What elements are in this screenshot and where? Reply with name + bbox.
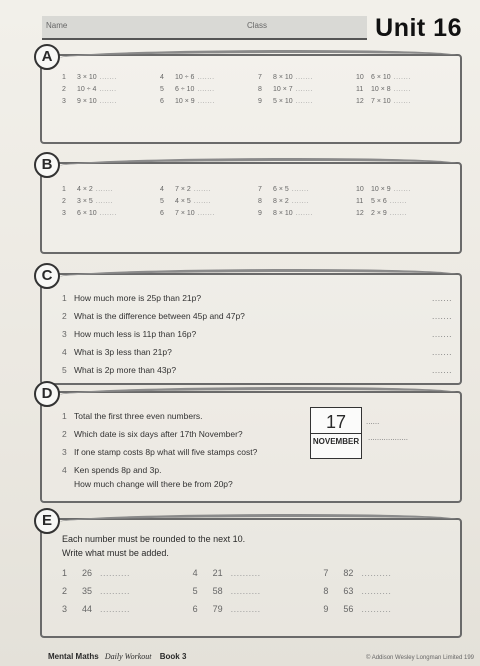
calendar-day: 17	[325, 412, 347, 432]
answer-dots: .......	[291, 186, 309, 193]
answer-dots: .......	[295, 86, 313, 93]
question-expression: 6 × 10	[371, 74, 391, 81]
answer-line-d1: ......	[366, 417, 380, 426]
question-text	[62, 447, 257, 457]
round-value: 44	[82, 604, 93, 614]
question-expression: 4 × 5	[175, 198, 191, 205]
question-expression: 10 ÷ 4	[77, 86, 97, 93]
answer-dots: .......	[99, 86, 117, 93]
round-item	[193, 586, 324, 596]
question-row	[62, 293, 452, 303]
question-number: 1	[62, 186, 66, 193]
question-number: 2	[62, 86, 66, 93]
answer-dots: .......	[393, 186, 411, 193]
question-row	[62, 347, 452, 357]
question-cell	[356, 74, 454, 81]
section-b-wave	[60, 158, 456, 171]
question-body: Total the first three even numbers.	[74, 411, 203, 421]
question-cell	[160, 186, 258, 193]
question-row	[62, 411, 260, 421]
answer-dots: .......	[99, 210, 117, 217]
answer-dots: .......	[193, 198, 211, 205]
question-body: What is the difference between 45p and 47p?	[74, 311, 245, 321]
question-number: 7	[323, 568, 329, 578]
answer-dots: .......	[393, 98, 411, 105]
question-expression: 6 ÷ 10	[175, 86, 195, 93]
question-cell	[356, 210, 454, 217]
round-item	[62, 604, 193, 614]
question-number: 3	[62, 98, 66, 105]
question-row	[62, 329, 452, 339]
question-cell	[62, 210, 160, 217]
question-number: 4	[160, 186, 164, 193]
question-cell	[356, 98, 454, 105]
question-number: 11	[356, 86, 364, 93]
answer-line: .......	[431, 347, 452, 357]
section-e	[40, 512, 462, 638]
question-expression: 8 × 10	[273, 74, 293, 81]
question-number: 9	[323, 604, 329, 614]
question-number: 4	[62, 465, 67, 475]
question-number: 12	[356, 210, 364, 217]
question-body: Which date is six days after 17th November?	[74, 429, 243, 439]
question-number: 7	[258, 186, 262, 193]
answer-dots: .......	[95, 186, 113, 193]
calendar-month: NOVEMBER	[311, 433, 361, 446]
question-expression: 10 × 8	[371, 86, 391, 93]
section-d-badge: D	[34, 381, 60, 407]
question-body: If one stamp costs 8p what will five stamps cost?	[74, 447, 258, 457]
question-text	[62, 329, 196, 339]
question-number: 6	[160, 210, 164, 217]
question-body: What is 3p less than 21p?	[74, 347, 172, 357]
round-item	[323, 586, 454, 596]
question-number: 1	[62, 568, 68, 578]
answer-dots: .......	[193, 186, 211, 193]
section-e-instruction-1: Each number must be rounded to the next 10.	[62, 534, 246, 544]
question-number: 1	[62, 74, 66, 81]
round-item	[62, 586, 193, 596]
answer-dots: ..........	[100, 586, 131, 596]
question-cell	[258, 198, 356, 205]
question-text	[62, 429, 243, 439]
question-number: 6	[160, 98, 164, 105]
section-a-badge: A	[34, 44, 60, 70]
answer-dots: .......	[197, 74, 215, 81]
question-cell	[160, 98, 258, 105]
question-expression: 8 × 2	[273, 198, 289, 205]
question-cell	[62, 198, 160, 205]
section-a-grid	[62, 74, 454, 105]
round-item	[62, 568, 193, 578]
question-text	[62, 311, 245, 321]
answer-line-d2: ..................	[368, 433, 409, 442]
calendar-page	[310, 407, 362, 459]
question-number: 3	[62, 210, 66, 217]
question-number: 4	[192, 568, 198, 578]
question-cell	[160, 74, 258, 81]
question-number: 12	[356, 98, 364, 105]
section-b	[40, 156, 462, 254]
question-cell	[258, 98, 356, 105]
question-expression: 10 ÷ 6	[175, 74, 195, 81]
question-number: 3	[62, 604, 68, 614]
question-number: 2	[62, 311, 67, 321]
section-a-wave	[60, 50, 456, 63]
section-d	[40, 385, 462, 503]
question-row	[62, 365, 452, 375]
round-value: 63	[343, 586, 354, 596]
question-number: 5	[160, 86, 164, 93]
question-expression: 5 × 6	[371, 198, 387, 205]
section-c	[40, 267, 462, 385]
answer-dots: .......	[197, 210, 215, 217]
question-expression: 5 × 10	[273, 98, 293, 105]
name-class-bar	[42, 16, 367, 40]
question-number: 10	[356, 186, 364, 193]
question-text	[62, 293, 201, 303]
question-text	[62, 365, 176, 375]
question-expression: 6 × 10	[77, 210, 97, 217]
question-cell	[62, 98, 160, 105]
answer-dots: .......	[295, 210, 313, 217]
question-expression: 9 × 10	[77, 98, 97, 105]
section-e-wave	[60, 514, 456, 527]
question-number: 4	[160, 74, 164, 81]
question-expression: 10 × 7	[273, 86, 293, 93]
section-c-badge: C	[34, 263, 60, 289]
answer-dots: ..........	[230, 586, 261, 596]
name-label: Name	[46, 21, 68, 30]
round-value: 56	[343, 604, 354, 614]
question-body: Ken spends 8p and 3p.	[74, 465, 162, 475]
round-value: 58	[212, 586, 223, 596]
answer-dots: .......	[295, 74, 313, 81]
header	[30, 14, 470, 44]
question-text	[62, 411, 203, 421]
section-b-badge: B	[34, 152, 60, 178]
answer-dots: ..........	[361, 604, 392, 614]
question-expression: 7 × 10	[371, 98, 391, 105]
section-e-badge: E	[34, 508, 60, 534]
answer-dots: .......	[95, 198, 113, 205]
question-expression: 3 × 10	[77, 74, 97, 81]
question-cell	[356, 198, 454, 205]
question-cell	[258, 186, 356, 193]
question-number: 8	[258, 198, 262, 205]
answer-dots: ..........	[230, 568, 261, 578]
question-number: 5	[160, 198, 164, 205]
question-number: 5	[192, 586, 198, 596]
question-number: 5	[62, 365, 67, 375]
round-value: 26	[82, 568, 93, 578]
answer-dots: .......	[393, 86, 411, 93]
question-number: 6	[192, 604, 198, 614]
section-a	[40, 48, 462, 144]
question-text	[62, 479, 233, 489]
answer-dots: ..........	[230, 604, 261, 614]
question-cell	[258, 86, 356, 93]
round-value: 21	[212, 568, 223, 578]
question-text	[62, 347, 172, 357]
question-row	[62, 479, 260, 489]
question-cell	[356, 186, 454, 193]
section-e-instruction-2: Write what must be added.	[62, 548, 169, 558]
answer-dots: .......	[197, 86, 215, 93]
unit-title: Unit 16	[375, 14, 462, 42]
question-number: 1	[62, 293, 67, 303]
round-item	[193, 568, 324, 578]
question-cell	[258, 210, 356, 217]
round-value: 35	[82, 586, 93, 596]
question-expression: 10 × 9	[371, 186, 391, 193]
question-number: 8	[323, 586, 329, 596]
question-cell	[160, 86, 258, 93]
round-item	[323, 604, 454, 614]
question-row	[62, 447, 260, 457]
footer-copyright: © Addison Wesley Longman Limited 199	[365, 655, 474, 661]
footer-title: Mental Maths	[48, 652, 99, 661]
question-number: 2	[62, 198, 66, 205]
section-b-grid	[62, 186, 454, 217]
answer-dots: ..........	[100, 604, 131, 614]
round-value: 82	[343, 568, 354, 578]
answer-dots: .......	[291, 198, 309, 205]
answer-dots: ..........	[100, 568, 131, 578]
answer-dots: .......	[99, 98, 117, 105]
question-number: 9	[258, 98, 262, 105]
round-item	[323, 568, 454, 578]
question-expression: 4 × 2	[77, 186, 93, 193]
question-number: 4	[62, 347, 67, 357]
question-body: What is 2p more than 43p?	[74, 365, 177, 375]
question-number: 8	[258, 86, 262, 93]
answer-dots: .......	[99, 74, 117, 81]
question-expression: 3 × 5	[77, 198, 93, 205]
footer-subtitle: Daily Workout	[104, 652, 152, 661]
question-cell	[356, 86, 454, 93]
question-expression: 6 × 5	[273, 186, 289, 193]
question-body: How much less is 11p than 16p?	[74, 329, 197, 339]
question-number: 7	[258, 74, 262, 81]
question-number: 9	[258, 210, 262, 217]
round-value: 79	[212, 604, 223, 614]
question-number: 2	[62, 429, 67, 439]
answer-dots: ..........	[361, 568, 392, 578]
answer-line: .......	[431, 329, 452, 339]
answer-dots: ..........	[361, 586, 392, 596]
answer-line: .......	[431, 293, 452, 303]
section-d-wave	[60, 387, 456, 400]
question-body: How much more is 25p than 21p?	[74, 293, 202, 303]
question-expression: 8 × 10	[273, 210, 293, 217]
question-number: 2	[62, 586, 68, 596]
question-expression: 10 × 9	[175, 98, 195, 105]
question-cell	[160, 210, 258, 217]
question-body: How much change will there be from 20p?	[74, 479, 233, 489]
section-e-grid	[62, 568, 454, 614]
question-row	[62, 311, 452, 321]
answer-dots: .......	[197, 98, 215, 105]
question-number: 3	[62, 329, 67, 339]
class-label: Class	[247, 21, 268, 30]
question-cell	[62, 186, 160, 193]
question-number: 10	[356, 74, 364, 81]
section-d-questions	[62, 411, 260, 497]
question-cell	[160, 198, 258, 205]
answer-dots: .......	[389, 210, 407, 217]
answer-dots: .......	[389, 198, 407, 205]
answer-line: .......	[431, 311, 452, 321]
question-cell	[258, 74, 356, 81]
question-number: 1	[62, 411, 67, 421]
answer-dots: .......	[393, 74, 411, 81]
answer-line: .......	[431, 365, 452, 375]
answer-dots: .......	[295, 98, 313, 105]
footer	[48, 652, 186, 661]
section-c-wave	[60, 269, 456, 282]
question-expression: 7 × 10	[175, 210, 195, 217]
round-item	[193, 604, 324, 614]
question-row	[62, 465, 260, 475]
question-expression: 7 × 2	[175, 186, 191, 193]
question-number: 11	[356, 198, 364, 205]
question-cell	[62, 86, 160, 93]
question-expression: 2 × 9	[371, 210, 387, 217]
section-c-questions	[62, 293, 452, 383]
question-text	[62, 465, 161, 475]
footer-book: Book 3	[159, 652, 187, 661]
question-row	[62, 429, 260, 439]
question-cell	[62, 74, 160, 81]
question-number: 3	[62, 447, 67, 457]
